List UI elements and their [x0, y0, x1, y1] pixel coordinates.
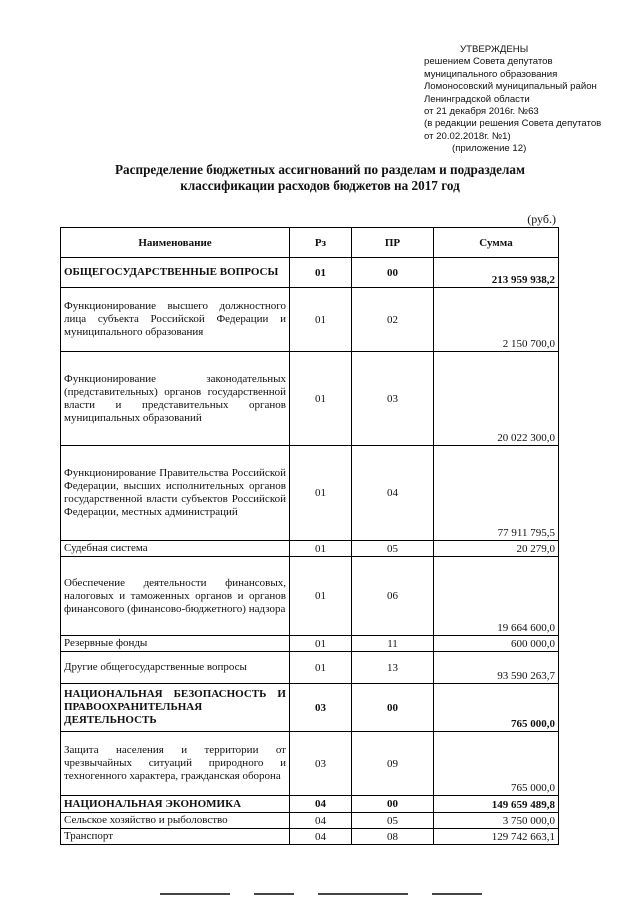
- table-row: [61, 636, 559, 652]
- title-line-2: классификации расходов бюджетов на 2017 год: [180, 178, 460, 193]
- row-sum: 149 659 489,8: [434, 796, 559, 813]
- table-row: [61, 288, 559, 352]
- row-rz: 01: [290, 446, 352, 541]
- table-row: [61, 258, 559, 288]
- row-pr: 06: [352, 557, 434, 636]
- row-rz: 01: [290, 258, 352, 288]
- row-pr: 05: [352, 813, 434, 829]
- approval-line: УТВЕРЖДЕНЫ: [460, 44, 529, 55]
- row-pr: 08: [352, 829, 434, 845]
- row-name: Сельское хозяйство и рыболовство: [61, 813, 290, 829]
- row-sum: 77 911 795,5: [434, 446, 559, 541]
- table-row: [61, 829, 559, 845]
- row-rz: 04: [290, 796, 352, 813]
- approval-line: муниципального образования: [424, 68, 558, 80]
- row-name: Функционирование высшего должностного лица субъекта Российской Федерации и муниципального образования: [61, 288, 290, 352]
- row-name: НАЦИОНАЛЬНАЯ ЭКОНОМИКА: [61, 796, 290, 813]
- row-sum: 2 150 700,0: [434, 288, 559, 352]
- row-name: Функционирование законодательных (представительных) органов государственной власти и представительных органов муниципальных образований: [61, 352, 290, 446]
- row-pr: 11: [352, 636, 434, 652]
- approval-line: от 21 декабря 2016г. №63: [424, 106, 539, 118]
- row-pr: 02: [352, 288, 434, 352]
- row-rz: 01: [290, 652, 352, 684]
- table-row: [61, 352, 559, 446]
- row-pr: 13: [352, 652, 434, 684]
- row-rz: 03: [290, 732, 352, 796]
- row-pr: 09: [352, 732, 434, 796]
- table-row: [61, 732, 559, 796]
- table-row: [61, 796, 559, 813]
- row-rz: 03: [290, 684, 352, 732]
- row-sum: 93 590 263,7: [434, 652, 559, 684]
- row-name: ОБЩЕГОСУДАРСТВЕННЫЕ ВОПРОСЫ: [61, 258, 290, 288]
- row-pr: 03: [352, 352, 434, 446]
- header-name: Наименование: [61, 228, 290, 258]
- row-rz: 01: [290, 352, 352, 446]
- header-sum: Сумма: [434, 228, 559, 258]
- table-row: [61, 813, 559, 829]
- table-header-row: [61, 228, 559, 258]
- row-rz: 01: [290, 288, 352, 352]
- table-row: [61, 652, 559, 684]
- row-name: Судебная система: [61, 541, 290, 557]
- unit-label: (руб.): [527, 212, 556, 226]
- row-pr: 00: [352, 258, 434, 288]
- approval-line: (в редакции решения Совета депутатов: [424, 118, 602, 130]
- document-title: [60, 162, 580, 194]
- row-rz: 04: [290, 829, 352, 845]
- table-row: [61, 557, 559, 636]
- row-name: Обеспечение деятельности финансовых, налоговых и таможенных органов и органов финансового (финансово-бюджетного) надзора: [61, 557, 290, 636]
- approval-line: решением Совета депутатов: [424, 56, 553, 68]
- row-sum: 20 279,0: [434, 541, 559, 557]
- row-sum: 129 742 663,1: [434, 829, 559, 845]
- row-name: Защита населения и территории от чрезвычайных ситуаций природного и техногенного характера, гражданская оборона: [61, 732, 290, 796]
- row-sum: 19 664 600,0: [434, 557, 559, 636]
- approval-block: [424, 44, 634, 156]
- row-rz: 04: [290, 813, 352, 829]
- row-rz: 01: [290, 636, 352, 652]
- row-name: НАЦИОНАЛЬНАЯ БЕЗОПАСНОСТЬ И ПРАВООХРАНИТЕЛЬНАЯ ДЕЯТЕЛЬНОСТЬ: [61, 684, 290, 732]
- row-sum: 3 750 000,0: [434, 813, 559, 829]
- row-pr: 00: [352, 796, 434, 813]
- row-sum: 765 000,0: [434, 732, 559, 796]
- title-line-1: Распределение бюджетных ассигнований по разделам и подразделам: [114, 162, 526, 177]
- header-rz: Рз: [290, 228, 352, 258]
- row-pr: 00: [352, 684, 434, 732]
- row-rz: 01: [290, 541, 352, 557]
- page-bottom-scan-marks: [160, 893, 490, 895]
- approval-line: Ломоносовский муниципальный район: [424, 81, 597, 93]
- row-name: Резервные фонды: [61, 636, 290, 652]
- row-sum: 600 000,0: [434, 636, 559, 652]
- row-sum: 765 000,0: [434, 684, 559, 732]
- row-pr: 05: [352, 541, 434, 557]
- row-name: Транспорт: [61, 829, 290, 845]
- approval-line: от 20.02.2018г. №1): [424, 130, 511, 142]
- table-row: [61, 541, 559, 557]
- approval-line: Ленинградской области: [424, 93, 530, 105]
- row-pr: 04: [352, 446, 434, 541]
- row-sum: 20 022 300,0: [434, 352, 559, 446]
- approval-line: (приложение 12): [452, 143, 527, 155]
- row-rz: 01: [290, 557, 352, 636]
- table-row: [61, 446, 559, 541]
- budget-table: [60, 227, 559, 845]
- row-sum: 213 959 938,2: [434, 258, 559, 288]
- table-row: [61, 684, 559, 732]
- header-pr: ПР: [352, 228, 434, 258]
- row-name: Функционирование Правительства Российской Федерации, высших исполнительных органов государственной власти субъектов Российской Федерации, местных администраций: [61, 446, 290, 541]
- row-name: Другие общегосударственные вопросы: [61, 652, 290, 684]
